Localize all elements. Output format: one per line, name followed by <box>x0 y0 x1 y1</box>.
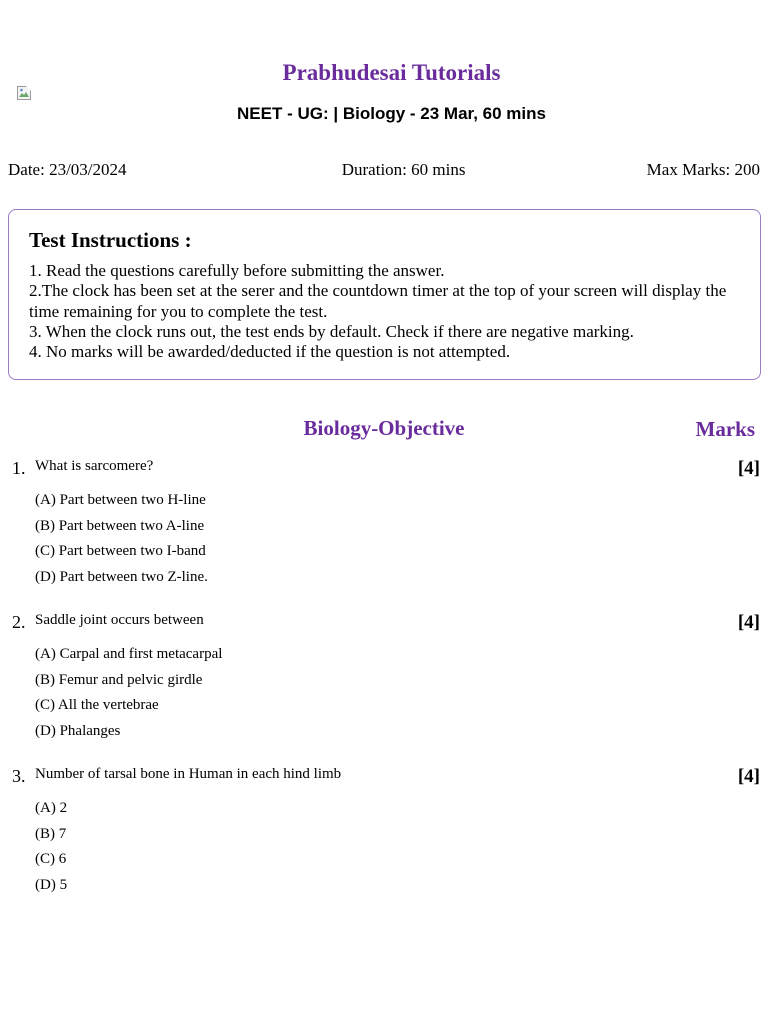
instructions-title: Test Instructions : <box>29 228 192 252</box>
option-b[interactable]: (B) 7 <box>35 825 67 842</box>
question-marks: [4] <box>737 458 760 479</box>
question-3 <box>0 766 768 916</box>
broken-image-icon <box>17 86 33 102</box>
exam-duration: Duration: 60 mins <box>341 160 466 179</box>
instructions-box <box>8 209 761 380</box>
options-list <box>35 799 67 901</box>
option-a[interactable]: (A) Part between two H-line <box>35 492 206 508</box>
option-c[interactable]: (C) All the vertebrae <box>35 697 159 714</box>
question-marks: [4] <box>737 766 760 787</box>
question-number: 3. <box>12 766 26 786</box>
question-text: Saddle joint occurs between <box>35 612 204 628</box>
option-a[interactable]: (A) 2 <box>35 800 68 816</box>
instruction-item: 1. Read the questions carefully before submitting the answer. <box>29 261 445 280</box>
institute-name: Prabhudesai Tutorials <box>282 60 501 85</box>
option-b[interactable]: (B) Part between two A-line <box>35 517 205 534</box>
question-number: 1. <box>12 458 26 478</box>
question-2 <box>0 612 768 762</box>
option-b[interactable]: (B) Femur and pelvic girdle <box>35 671 203 688</box>
instruction-item: 4. No marks will be awarded/deducted if the question is not attempted. <box>29 342 511 362</box>
marks-column-label: Marks <box>695 417 755 441</box>
section-title: Biology-Objective <box>303 416 465 440</box>
question-number: 2. <box>12 612 26 632</box>
instruction-item: 2.The clock has been set at the serer and the countdown timer at the top of your screen will display the time remaining for you to complete the test. <box>29 281 727 321</box>
question-text: What is sarcomere? <box>35 458 154 474</box>
question-text: Number of tarsal bone in Human in each hind limb <box>35 766 342 782</box>
instruction-item: 3. When the clock runs out, the test ends by default. Check if there are negative marking. <box>29 321 634 341</box>
option-d[interactable]: (D) Part between two Z-line. <box>35 568 208 585</box>
exam-title: NEET - UG: | Biology - 23 Mar, 60 mins <box>237 104 546 123</box>
option-d[interactable]: (D) 5 <box>35 876 68 893</box>
option-c[interactable]: (C) Part between two I-band <box>35 543 206 560</box>
option-d[interactable]: (D) Phalanges <box>35 722 121 739</box>
exam-date: Date: 23/03/2024 <box>8 160 127 179</box>
option-a[interactable]: (A) Carpal and first metacarpal <box>35 646 223 662</box>
option-c[interactable]: (C) 6 <box>35 851 67 868</box>
question-1 <box>0 458 768 608</box>
exam-max-marks: Max Marks: 200 <box>646 160 760 179</box>
exam-meta <box>8 160 760 180</box>
options-list <box>35 491 208 593</box>
section-header <box>0 416 768 444</box>
question-marks: [4] <box>737 612 760 633</box>
options-list <box>35 645 222 747</box>
